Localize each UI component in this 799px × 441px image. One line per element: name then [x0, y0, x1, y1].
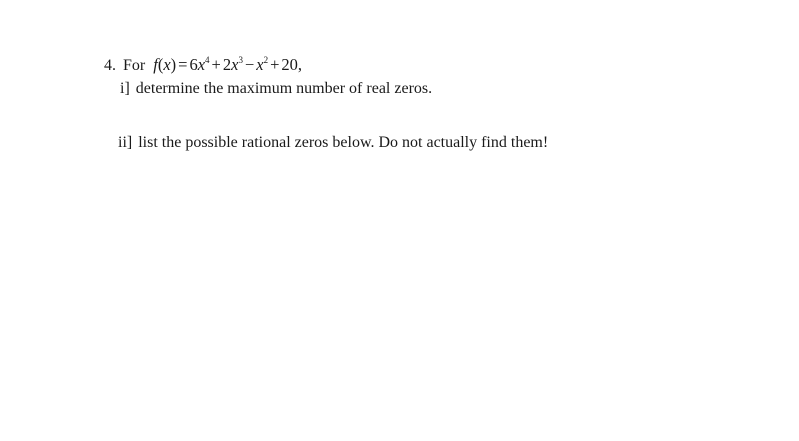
operator-minus: −: [244, 55, 255, 74]
question-4-statement: [104, 55, 302, 76]
constant-term: 20: [281, 55, 298, 74]
question-lead-text: For: [123, 57, 146, 74]
term-2-variable: x: [231, 55, 239, 74]
part-i-text: determine the maximum number of real zeros.: [135, 80, 433, 97]
part-ii-marker: ii]: [118, 134, 133, 151]
term-1-exponent: 4: [205, 55, 210, 65]
part-i-marker: i]: [120, 80, 130, 97]
term-2-exponent: 3: [238, 55, 243, 65]
equals-sign: =: [178, 55, 188, 74]
part-i-instruction: [120, 79, 432, 99]
paren-open: (: [157, 55, 164, 74]
operator-plus-1: +: [211, 55, 221, 74]
operator-plus-2: +: [270, 55, 280, 74]
paren-close: ): [170, 55, 177, 74]
function-variable: x: [163, 55, 171, 74]
part-ii-instruction: [118, 133, 548, 153]
term-2-coefficient: 2: [222, 55, 232, 74]
polynomial-expression: [153, 55, 302, 74]
function-name: f: [153, 55, 158, 74]
term-1-variable: x: [197, 55, 206, 74]
term-3-variable: x: [256, 55, 264, 74]
part-ii-text: list the possible rational zeros below. Do not actually find them!: [138, 134, 549, 151]
trailing-comma: ,: [297, 55, 303, 74]
term-3-exponent: 2: [263, 55, 269, 65]
term-1-coefficient: 6: [189, 55, 198, 74]
question-number: 4.: [104, 57, 116, 74]
